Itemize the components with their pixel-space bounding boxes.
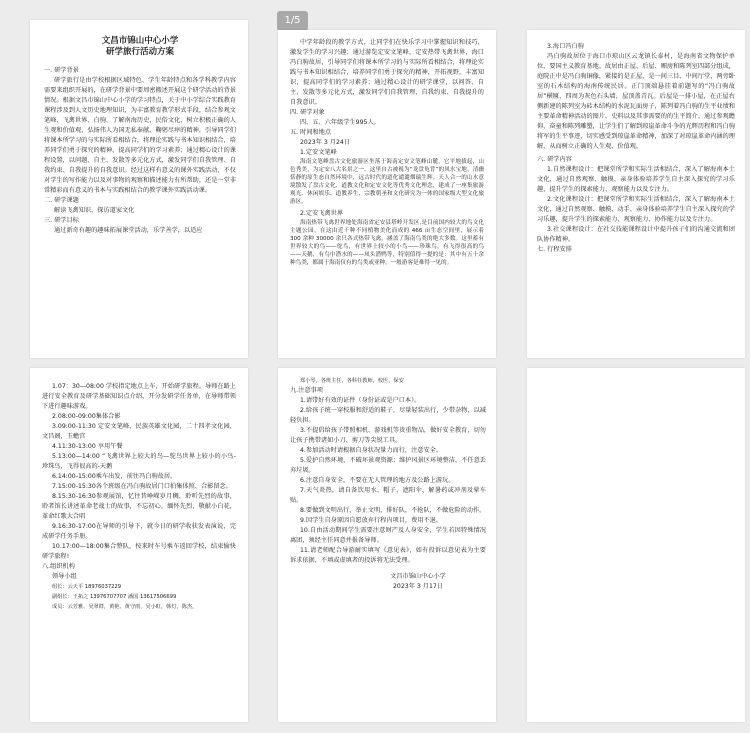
document-page-2 [278, 30, 496, 358]
notice-item: 9.因学生自身原因自愿放弃行程内项目，费用不退。 [300, 517, 443, 524]
doc-title-plan: 研学旅行活动方案 [105, 47, 174, 57]
page-indicator: 1/5 [277, 11, 308, 31]
notice-item: 8.要做到文明出行，举止文明，排好队，不抢队，不做危险的动作。 [300, 507, 486, 514]
schedule-item: 3.09:00-11:30 定安文笔峰，民族英雄文化园，二十四孝文化园，文昌阁，玉蟾宫 [42, 423, 236, 440]
document-page-4 [30, 368, 248, 722]
section-heading: 八.组织机构 [42, 563, 75, 570]
paragraph: 海南热带飞禽世界地处海南省定安县塔岭开发区,是目前国内较大的鸟文化主题公园。在这由近千种不同植物美化而成的 466 亩生态空间里，展示着 300 余种 30000 余只各式热带飞禽，涵盖了海南鸟类的绝大多数。这里蓄有世界较大的鸟——鸵鸟，有世界上较小的小鸟——珍珠鸟，有飞得很高的鸟——天鹅，有鸟中潜水的——凤头潜鸭等，特别值得一提的是：其中有五十余种鸟类，都属于海南仅有的鸟类或亚种，一般游客是难得一见的。 [290, 220, 484, 266]
doc-title-school: 文昌市锦山中心小学 [101, 36, 179, 46]
signature-date: 2023年 3 月17日 [392, 583, 444, 590]
location-title: 3.海口冯白驹 [547, 43, 584, 50]
schedule-item: 9.16:30-17:00在导师的引导下，就今日的研学收获发表演说，完成研学任务手册。 [42, 523, 236, 540]
document-page-3 [527, 30, 745, 358]
notice-item: 3.不提倡给孩子带照相机、游戏机等贵重物品，做好安全教育，切勿让孩子携带诸如小刀、剪刀等尖锐工具。 [290, 427, 486, 444]
schedule-item: 10.17:00—18:00集合整队，按来时车号乘车返回学校，结束愉快研学旅程! [42, 543, 236, 560]
schedule-item: 8.15:30-16:30参观展馆，忆往昔峥嵘岁月稠，聆听先烈的故事，聆者馆长讲述革命老战士的故事，不忘初心，缅怀先烈，敬献小白花，革命红歌大合唱 [42, 493, 236, 520]
signature-school: 文昌市锦山中心小学 [390, 573, 446, 580]
paragraph: 通过新奇有趣的趣味拓展课堂活动，乐学善学，以适应 [54, 227, 203, 234]
location-title: 2.定安飞禽世界 [300, 210, 344, 217]
paragraph: 研学旅行是由学校根据区域特色、学生年龄特点和各学科教学内容需要来组织开展的，在研学背景中要周密搬述开展这个研学活动的背景情况。根据文昌市锦山中心小学的学习特点，关于中小学综合实践教育课程涉及到人文历史地理知识，为丰富教育教学形式手段，结合参观文笔峰、飞禽世界、白驹、了解南海历史、民俗文化，树立积极正确的人生观和价值观，弘扬伟人为国无私奉献、鞠躬尽瘁的精神，引导同学们将课本所学习的与实际所看相结合，将理论实践与书本知识相结合，培养同学们勇于探究的精神，提高同学们的学习素养；通过精心设计的课程设置，以问题、自主、发散等多元化方式，激发同学们自我管理、自我约束、自我提升的自我意识。经过这样有意义的课外实践活动，不仅对学生的写作能力以及对事物的观察和描述能力有所帮助，还是一堂非常精彩而有意义的书本与实践相结合的教学课外实践活动课。 [44, 77, 236, 194]
section-heading: 二. 研学课题 [44, 197, 79, 204]
notice-item: 5.爱护自然环境，不破坏景观资源；维护风景区环境整洁，不任意丢弃垃圾。 [290, 457, 486, 474]
section-heading: 六. 研学内容 [537, 156, 572, 163]
section-heading: 一. 研学背景 [44, 67, 79, 74]
document-page-1 [30, 20, 248, 358]
location-title: 1.定安文笔峰 [300, 149, 337, 156]
paragraph: 2.文化课程设计：把课堂所学和实际生活相结合，深入了解海南本土文化，通过自然观察、触摸、动手、亲身体验培养学生自主深入探究的学习乐趣，提升学生的探索能力、观察能力、协作能力以及专注力。 [537, 196, 735, 223]
section-heading: 五. 时间和地点 [290, 129, 332, 136]
document-page-5 [278, 368, 496, 722]
schedule-item: 1.07：30—08:00 学校指定地点上车，开始研学旅程。导师在路上进行安全教育及研学基础知识点介绍，开分发研学任务单，在导师带领下进行趣味游戏。 [42, 383, 236, 410]
notice-item: 1.请带好有效的证件（身份证或是户口本）。 [300, 397, 421, 404]
paragraph: 海南文笔峰盘古文化旅游区坐落于海南定安文笔峰山麓，它平地拔起，山色秀美，为定安八大名景之一。这里自古被视为“龙盘龟背”的风水宝地。清幽恬静的原生态自然环境中，远古时代的道化谴谴烟瑞生辉。天人合一的山水意境散发了盘古文化、道教文化和定安文化等优秀文化理念，建成了一座集旅游观光、休闲娱乐、道教养生、宗教朝圣和文化研究为一体的国家级大型文化旅游区。 [290, 159, 484, 205]
paragraph: 中学年龄段的教学方式，让同学们在快乐学习中掌握知识和技巧，激发学生的学习兴趣；通过游览定安文笔峰，定安热带飞禽世界，海口冯白驹故居，引导同学们将课本所学习的与实际所看相结合，将理论实践与书本知识相结合，培养同学们勇于探究的精神，开拓视野，丰富知识，提高同学们的学习素养；通过精心设计的研学课堂，以问答、自主、发散等多元化方式，激发同学们自我管理、自我约束、自我提升的自我意识。 [290, 39, 484, 106]
schedule-item: 6.14:00-15:00乘车出发，前往冯白驹故居。 [52, 473, 177, 480]
notice-item: 2.给孩子统一穿校服和舒适的鞋子，尽量轻装出行，少带杂物，以减轻负担。 [290, 407, 486, 424]
notice-item: 10.自由活动期间学生需要注意财产及人身安全，学生若因特殊情况离团，须经主任同意并报备导师。 [290, 527, 486, 544]
paragraph: 解读飞禽知识，探访道家文化 [54, 207, 135, 214]
date-line: 2023年 3 月24日 [300, 139, 351, 146]
paragraph: 四、五、六年级学生995人。 [300, 119, 380, 126]
paragraph: 1.自然课程设计：把课堂所学和实际生活相结合，深入了解海南本土文化，通过自然观察、触摸、亲身体验培养学生自主深入探究的学习乐趣，提升学生的探索能力、观察能力以及专注力。 [537, 166, 735, 193]
schedule-item: 5.13:00—14:00 “飞禽世界上较大的鸟—鸵鸟世界上较小的小鸟-珍珠鸟，飞得很高的-天鹅 [42, 453, 236, 470]
section-heading: 七. 行程安排 [537, 246, 572, 253]
group-members-continued: 郑小琴，各班主任，各科任教师，校医，保安 [300, 378, 404, 384]
section-heading: 三. 研学目标 [44, 217, 79, 224]
schedule-item: 7.15:00-15:30各个班级在冯白驹故居门口拍集体照、合影留念。 [52, 483, 232, 490]
schedule-item: 2.08:00-09:00集体合影 [52, 413, 121, 420]
notice-item: 11.请老师配合导游耐实填写《意见表》，如有投诉以意见表为主要诉求依据，不填或虚填者的投诉将无法受理。 [290, 547, 486, 564]
group-members: 成员：云芳雅、吴翠群，黄艳、黄守雨，吴小虹，韩灯，陈杰， [52, 604, 198, 610]
group-deputy: 副组长：王拓之 13976707707 潘国 13617506699 [52, 594, 177, 600]
group-title: 领导小组 [52, 573, 77, 580]
section-heading: 四. 研学对象 [290, 109, 325, 116]
group-leader: 组长：云天平 18976037229 [52, 584, 122, 590]
document-page-6-blank [527, 368, 745, 722]
paragraph: 冯白驹故居位于海口市琼山区云龙镇长泰村，是海南省文物保护单位，要国主义教育基地。故居由正屋、后屋、厢房和陈列室四部分组成，庭院正中是冯白驹铜像，紧接的是正屋，是一间三目、中间厅堂，两旁卧室的石木结构的海南传统民居。正门顶端悬挂着前题写的“冯白驹故居”横匾，四周为灰色石头墙，屋顶盖青瓦。后屋是一排小屋，在正屋右侧新建的陈列室为砖木结构的水泥瓦面房子，陈列着冯白驹的生平业绩和主要革命精神活动的图片，史料以及其事需要的的生平简介。通过参观瞻仰，奋童和陈列雕塑，让学生们了解到琼崖革命斗争的光辉历程和冯白驹将军的生平事迹，切实感受到琼崖革命精神，加深了对琼崖革命内涵的理解，从而树立正确的人生观、价值观。 [537, 53, 735, 150]
paragraph: 3.社交课程设计：在社交技能课程设计中提升孩子们的沟通交流和团队协作精神。 [537, 226, 735, 243]
section-heading: 九.注意事项 [290, 387, 323, 394]
schedule-item: 4.11:30-13:00 享用午餐 [52, 443, 123, 450]
notice-item: 4.参加活动时请根据自身状况量力而行，注意安全。 [300, 447, 443, 454]
notice-item: 7.天气炎热，请自备饮用水、帽子、遮阳伞、解暑药或冲剂及晕车贴。 [290, 487, 486, 504]
notice-item: 6.注意自身安全，不要在无人管理的地方及公路上游玩。 [300, 477, 455, 484]
